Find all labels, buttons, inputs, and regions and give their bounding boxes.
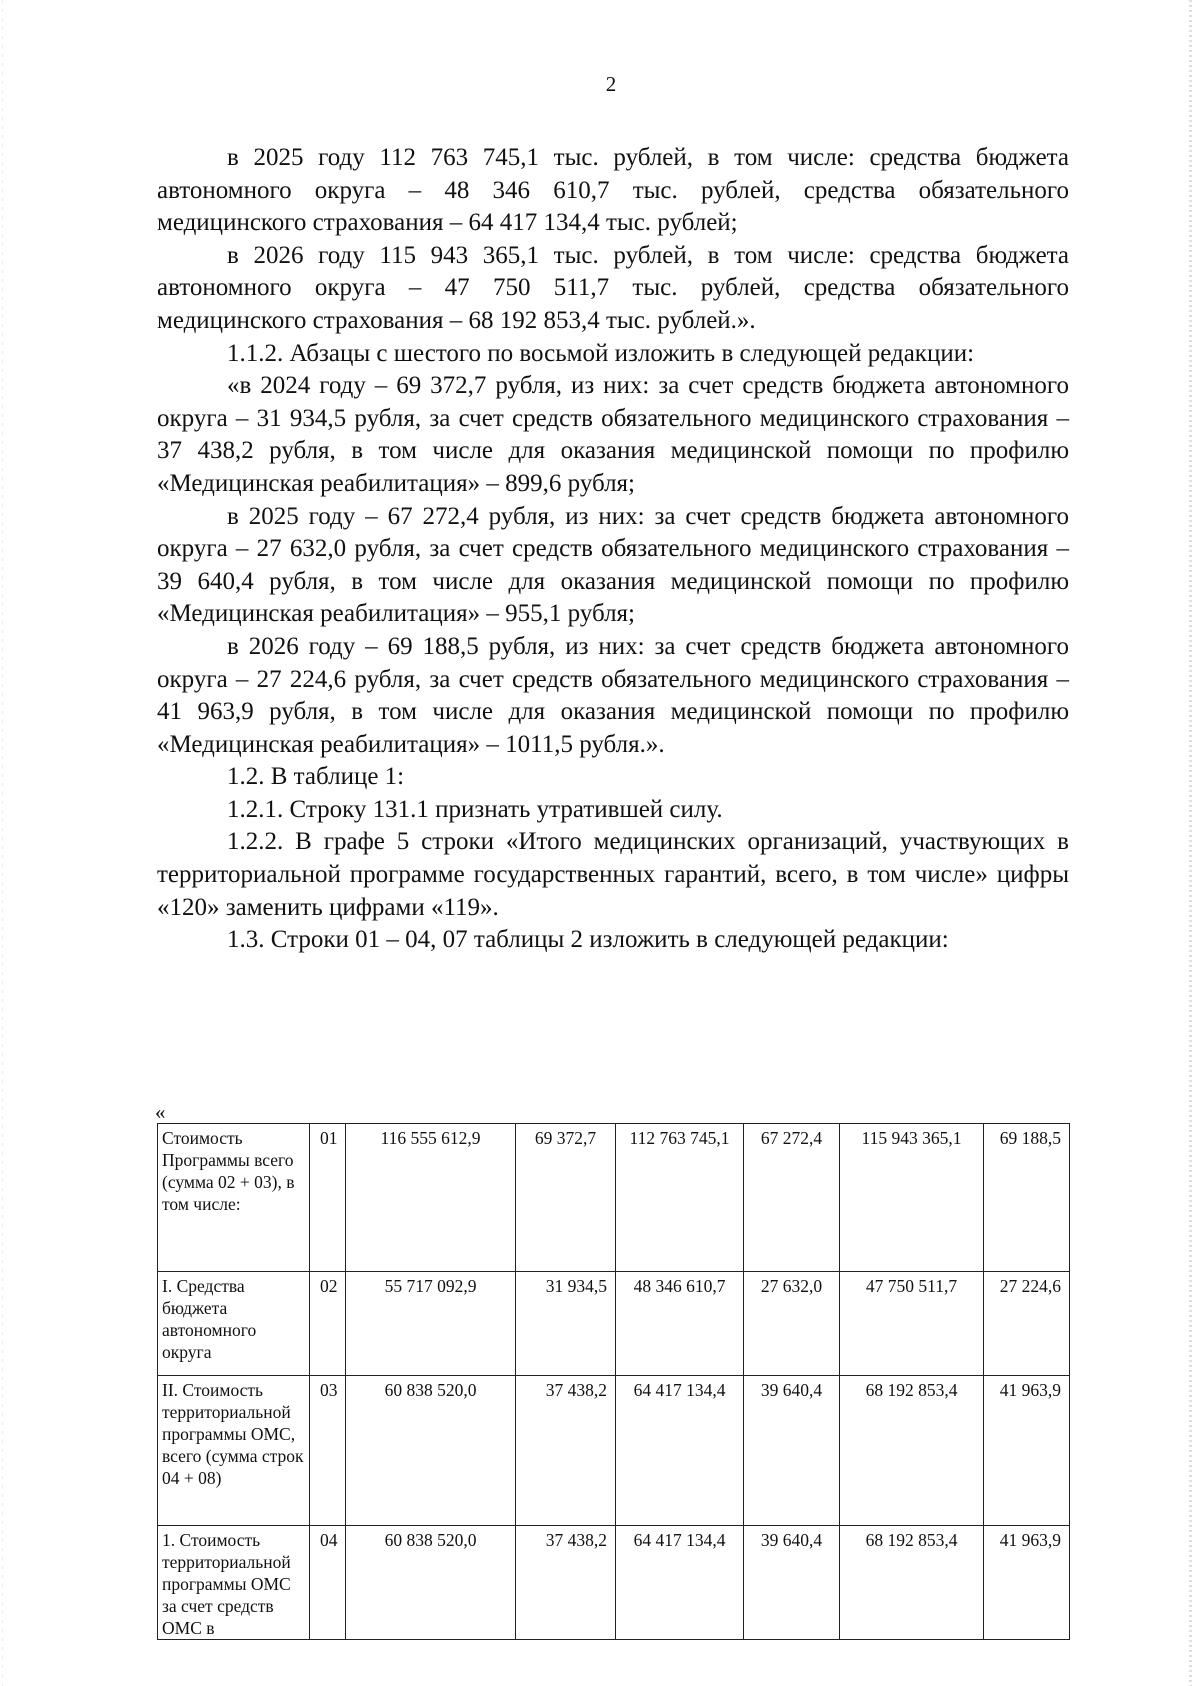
row-code: 01 (310, 1124, 346, 1272)
cell-value: 60 838 520,0 (346, 1526, 516, 1640)
cell-value: 27 224,6 (984, 1272, 1070, 1376)
table-row (158, 1526, 1070, 1640)
paragraph-2025-per-capita: в 2025 году – 67 272,4 рубля, из них: за счет средств бюджета автономного округа – 27 632,0 рубля, за счет средств обязательного медицинского страхования – 39 640,4 рубля, в том числе для оказания медицинской помощи по профилю «Медицинская реабилитация» – 955,1 рубля; (157, 502, 1069, 628)
cell-value: 48 346 610,7 (616, 1272, 744, 1376)
row-name: 1. Стоимость территориальной программы ОМС за счет средств ОМС в (158, 1526, 310, 1640)
cell-value: 39 640,4 (744, 1376, 840, 1526)
scan-right-edge (1189, 0, 1192, 1686)
cell-value: 41 963,9 (984, 1526, 1070, 1640)
paragraph-2026-totals: в 2026 году 115 943 365,1 тыс. рублей, в том числе: средства бюджета автономного округа – 47 750 511,7 тыс. рублей, средства обязательного медицинского страхования – 68 192 853,4 тыс. рублей.». (157, 241, 1069, 334)
cell-value: 64 417 134,4 (616, 1376, 744, 1526)
cost-table (157, 1123, 1070, 1640)
cell-value: 68 192 853,4 (840, 1526, 984, 1640)
paragraph-2026-per-capita: в 2026 году – 69 188,5 рубля, из них: за счет средств бюджета автономного округа – 27 224,6 рубля, за счет средств обязательного медицинского страхования – 41 963,9 рубля, в том числе для оказания медицинской помощи по профилю «Медицинская реабилитация» – 1011,5 рубля.». (157, 632, 1069, 758)
row-name: Стоимость Программы всего (сумма 02 + 03), в том числе: (158, 1124, 310, 1272)
paragraph-item-1-2-2: 1.2.2. В графе 5 строки «Итого медицинских организаций, участвующих в территориальной программе государственных гарантий, всего, в том числе» цифры «120» заменить цифрами «119». (157, 828, 1069, 921)
cell-value: 39 640,4 (744, 1526, 840, 1640)
paragraph-item-1-2: 1.2. В таблице 1: (227, 763, 405, 791)
cell-value: 31 934,5 (516, 1272, 616, 1376)
document-body (157, 142, 1069, 957)
cell-value: 64 417 134,4 (616, 1526, 744, 1640)
cell-value: 55 717 092,9 (346, 1272, 516, 1376)
row-code: 04 (310, 1526, 346, 1640)
paragraph-item-1-2-1: 1.2.1. Строку 131.1 признать утратившей силу. (227, 795, 723, 823)
row-code: 02 (310, 1272, 346, 1376)
paragraph-item-1-1-2: 1.1.2. Абзацы с шестого по восьмой изложить в следующей редакции: (227, 339, 975, 367)
cell-value: 47 750 511,7 (840, 1272, 984, 1376)
cell-value: 112 763 745,1 (616, 1124, 744, 1272)
cell-value: 60 838 520,0 (346, 1376, 516, 1526)
row-code: 03 (310, 1376, 346, 1526)
table-row (158, 1376, 1070, 1526)
paragraph-2025-totals: в 2025 году 112 763 745,1 тыс. рублей, в том числе: средства бюджета автономного округа – 48 346 610,7 тыс. рублей, средства обязательного медицинского страхования – 64 417 134,4 тыс. рублей; (157, 144, 1069, 237)
cell-value: 115 943 365,1 (840, 1124, 984, 1272)
cell-value: 68 192 853,4 (840, 1376, 984, 1526)
paragraph-item-1-3: 1.3. Строки 01 – 04, 07 таблицы 2 изложить в следующей редакции: (227, 926, 949, 954)
cell-value: 37 438,2 (516, 1376, 616, 1526)
cell-value: 41 963,9 (984, 1376, 1070, 1526)
paragraph-2024-per-capita: «в 2024 году – 69 372,7 рубля, из них: за счет средств бюджета автономного округа – 31 934,5 рубля, за счет средств обязательного медицинского страхования – 37 438,2 рубля, в том числе для оказания медицинской помощи по профилю «Медицинская реабилитация» – 899,6 рубля; (157, 372, 1069, 497)
cell-value: 69 372,7 (516, 1124, 616, 1272)
page-number: 2 (605, 72, 617, 96)
cell-value: 116 555 612,9 (346, 1124, 516, 1272)
cell-value: 69 188,5 (984, 1124, 1070, 1272)
table-row (158, 1272, 1070, 1376)
row-name: II. Стоимость территориальной программы ОМС, всего (сумма строк 04 + 08) (158, 1376, 310, 1526)
cell-value: 37 438,2 (516, 1526, 616, 1640)
scan-left-edge (2, 0, 3, 1686)
cell-value: 27 632,0 (744, 1272, 840, 1376)
row-name: I. Средства бюджета автономного округа (158, 1272, 310, 1376)
cell-value: 67 272,4 (744, 1124, 840, 1272)
table-row (158, 1124, 1070, 1272)
table-open-quote: « (155, 1100, 166, 1124)
